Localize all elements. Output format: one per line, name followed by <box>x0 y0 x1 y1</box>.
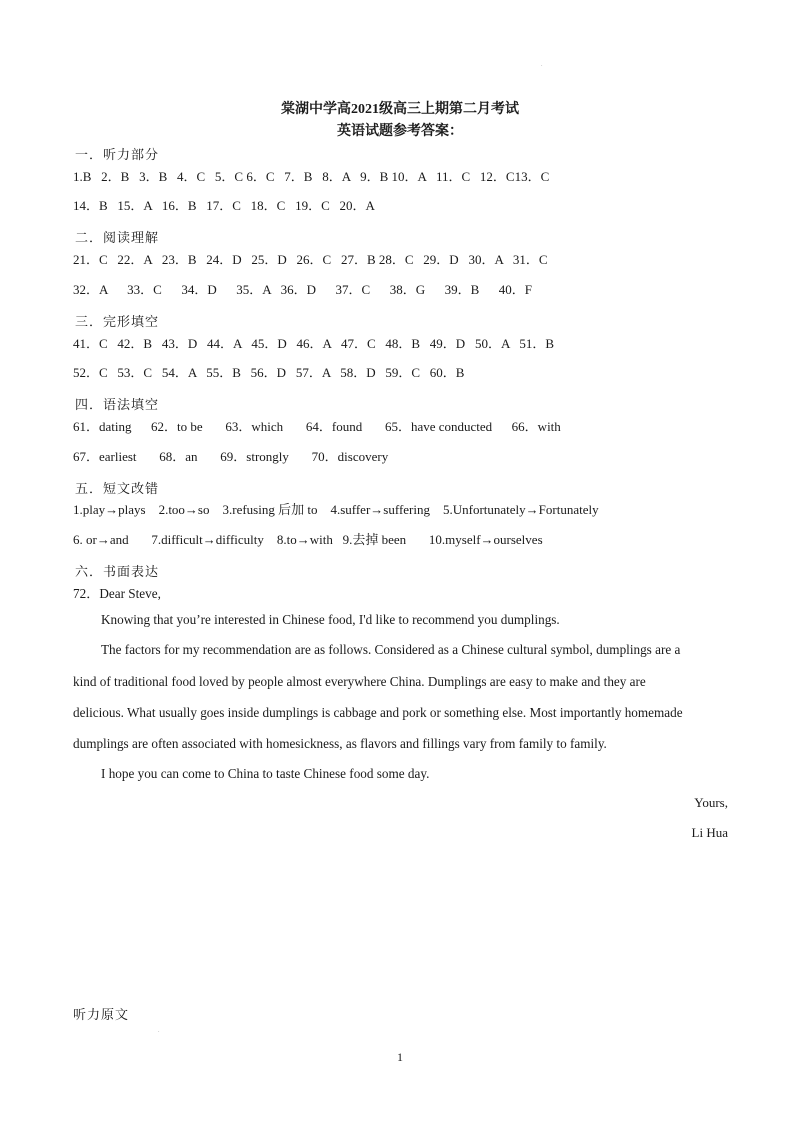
page-subtitle: 英语试题参考答案： <box>337 124 463 139</box>
answer-line: 21．C 22．A 23．B 24．D 25．D 26．C 27．B 28．C 29．D 30．A 31．C <box>73 252 548 267</box>
section-heading-cloze: 三．完形填空 <box>75 314 160 329</box>
essay-closing: Yours, <box>694 795 728 810</box>
answer-line: 67．earliest 68．an 69．strongly 70．discovery <box>73 449 389 464</box>
page-title: 棠湖中学高2021级高三上期第二月考试 <box>281 102 519 117</box>
answer-line: 52．C 53．C 54．A 55．B 56．D 57．A 58．D 59．C 60．B <box>73 365 465 380</box>
answer-line: 41．C 42．B 43．D 44．A 45．D 46．A 47．C 48．B 49．D 50．A 51．B <box>73 336 555 351</box>
answer-line: 32．A 33．C 34．D 35．A 36．D 37．C 38．G 39．B 40．F <box>73 282 532 297</box>
essay-paragraph: The factors for my recommendation are as follows. Considered as a Chinese cultural symbol, dumplings are a <box>101 642 681 657</box>
essay-paragraph: delicious. What usually goes inside dumplings is cabbage and pork or something else. Most importantly homemade <box>73 705 683 720</box>
answer-line: 1.play→plays 2.too→so 3.refusing 后加 to 4.suffer→suffering 5.Unfortunately→Fortunately <box>73 502 599 517</box>
section-heading-writing: 六．书面表达 <box>75 564 160 579</box>
essay-paragraph: kind of traditional food loved by people almost everywhere China. Dumplings are easy to make and they are <box>73 674 646 689</box>
answer-line: 1.B 2．B 3．B 4．C 5．C 6．C 7．B 8．A 9．B 10．A 11．C 12．C13．C <box>73 169 550 184</box>
essay-paragraph: dumplings are often associated with homesickness, as flavors and fillings vary from family to family. <box>73 736 607 751</box>
essay-paragraph: I hope you can come to China to taste Chinese food some day. <box>101 766 430 781</box>
section-heading-error-correction: 五．短文改错 <box>75 481 160 496</box>
listening-transcript-heading: 听力原文 <box>73 1007 130 1022</box>
answer-line: 14．B 15．A 16．B 17．C 18．C 19．C 20．A <box>73 198 375 213</box>
section-heading-reading: 二．阅读理解 <box>75 230 160 245</box>
page-number: 1 <box>397 1050 403 1064</box>
answer-line: 61．dating 62．to be 63．which 64．found 65．have conducted 66．with <box>73 419 561 434</box>
section-heading-grammar: 四．语法填空 <box>75 397 160 412</box>
essay-greeting: 72．Dear Steve, <box>73 586 161 601</box>
essay-signature: Li Hua <box>691 825 728 840</box>
essay-paragraph: Knowing that you’re interested in Chinese food, I'd like to recommend you dumplings. <box>101 612 560 627</box>
scan-dot: . <box>158 1028 160 1034</box>
section-heading-listening: 一．听力部分 <box>75 147 160 162</box>
answer-line: 6. or→and 7.difficult→difficulty 8.to→with 9.去掉 been 10.myself→ourselves <box>73 532 543 547</box>
scan-dot: . <box>541 62 543 68</box>
